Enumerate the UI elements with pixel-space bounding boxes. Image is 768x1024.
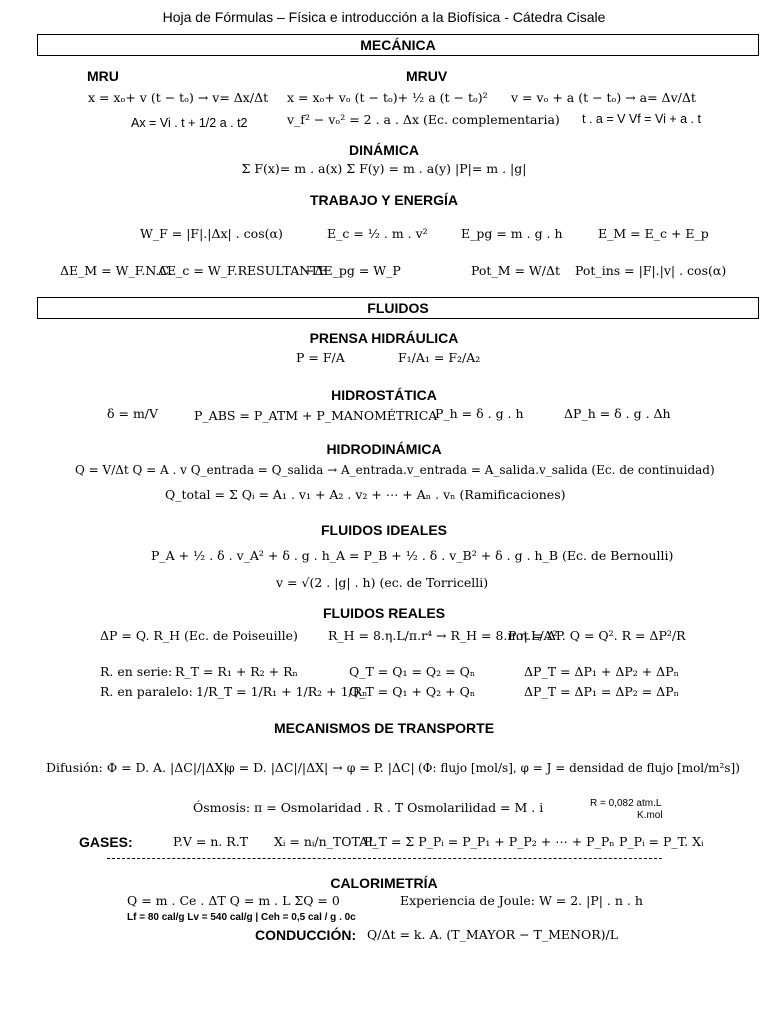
dinamica-title: DINÁMICA <box>349 142 419 158</box>
mruv-velocity-time: t . a = V Vf = Vi + a . t <box>582 112 701 126</box>
hidrodinamica-title: HIDRODINÁMICA <box>326 441 442 457</box>
pressure-formula: P = F/A <box>296 350 345 365</box>
section-mecanica <box>37 34 759 56</box>
section-title: FLUIDOS <box>367 300 429 316</box>
ideales-title: FLUIDOS IDEALES <box>320 522 448 538</box>
partial-pressure-formula: P_Pᵢ = P_T. Xᵢ <box>619 834 704 849</box>
flux-density-formula: φ = D. |ΔC|/|ΔX| → φ = P. |ΔC| <box>226 760 415 775</box>
instant-power-formula: Pot_ins = |F|.|v| . cos(α) <box>575 263 727 278</box>
gas-constant-units: K.mol <box>637 810 663 821</box>
gases-label: GASES: <box>79 834 133 850</box>
page-title: Hoja de Fórmulas – Física e introducción a la Biofísica - Cátedra Cisale <box>162 9 606 25</box>
mean-power-formula: Pot_M = W/Δt <box>471 263 561 278</box>
absolute-pressure-formula: P_ABS = P_ATM + P_MANOMÉTRICA <box>194 408 438 423</box>
section-fluidos <box>37 297 759 319</box>
dinamica-formulas: Σ F(x)= m . a(x) Σ F(y) = m . a(y) |P|= m . |g| <box>241 161 527 176</box>
molar-fraction-formula: Xᵢ = nᵢ/n_TOTAL <box>274 834 377 849</box>
transporte-title: MECANISMOS DE TRANSPORTE <box>273 720 495 736</box>
mechanical-energy-change: ΔE_M = W_F.N.C. <box>60 263 173 278</box>
flux-units-note: (Φ: flujo [mol/s], φ = J = densidad de flujo [mol/m²s]) <box>418 761 740 775</box>
hydrostatic-pressure-difference: ΔP_h = δ . g . Δh <box>564 406 671 421</box>
parallel-label: R. en paralelo: <box>100 684 193 699</box>
calorimetria-title: CALORIMETRÍA <box>330 875 438 891</box>
hidrostatica-title: HIDROSTÁTICA <box>331 387 437 403</box>
section-title: MECÁNICA <box>360 37 436 53</box>
ramifications-formula: Q_total = Σ Qᵢ = A₁ . v₁ + A₂ . v₂ + ⋯ + Aₙ . vₙ (Ramificaciones) <box>165 487 566 502</box>
reales-title: FLUIDOS REALES <box>322 605 446 621</box>
kinetic-energy-formula: E_c = ½ . m . v² <box>327 226 428 241</box>
mruv-label: MRUV <box>406 68 448 84</box>
mruv-formula-velocity: v = vₒ + a (t − tₒ) → a= Δv/Δt <box>511 90 696 105</box>
parallel-flow-formula: Q_T = Q₁ + Q₂ + Qₙ <box>349 684 476 699</box>
mru-formula: x = xₒ+ v (t − tₒ) → v= Δx/Δt <box>88 90 269 105</box>
mechanical-energy-formula: E_M = E_c + E_p <box>598 226 709 241</box>
work-formula: W_F = |F|.|Δx| . cos(α) <box>140 226 283 241</box>
latent-heat-constants: Lf = 80 cal/g Lv = 540 cal/g | Ceh = 0,5 cal / g . 0c <box>127 912 356 923</box>
conduccion-label: CONDUCCIÓN: <box>255 927 357 943</box>
potential-energy-formula: E_pg = m . g . h <box>461 226 563 241</box>
torricelli-formula: v = √(2 . |g| . h) (ec. de Torricelli) <box>276 575 489 590</box>
series-resistance-formula: R_T = R₁ + R₂ + Rₙ <box>175 664 298 679</box>
continuity-formula: Q = V/Δt Q = A . v Q_entrada = Q_salida → A_entrada.v_entrada = A_salida.v_salida (Ec. de continuidad) <box>75 463 715 477</box>
trabajo-energia-title: TRABAJO Y ENERGÍA <box>309 192 459 208</box>
resistance-formula: R_H = 8.η.L/π.r⁴ → R_H = 8.π.η.L/A² <box>328 628 558 643</box>
potential-energy-change: −ΔE_pg = W_P <box>304 263 401 278</box>
dashed-divider <box>107 858 662 859</box>
series-pressure-formula: ΔP_T = ΔP₁ + ΔP₂ + ΔPₙ <box>524 664 680 679</box>
series-label: R. en serie: <box>100 664 173 679</box>
joule-experiment-formula: Experiencia de Joule: W = 2. |P| . n . h <box>400 893 643 908</box>
osmosis-formula: Ósmosis: π = Osmolaridad . R . T Osmolarilidad = M . i <box>193 800 544 815</box>
prensa-ratio-formula: F₁/A₁ = F₂/A₂ <box>398 350 481 365</box>
parallel-resistance-formula: 1/R_T = 1/R₁ + 1/R₂ + 1/Rₙ <box>196 684 368 699</box>
bernoulli-formula: P_A + ½ . δ . v_A² + δ . g . h_A = P_B + ½ . δ . v_B² + δ . g . h_B (Ec. de Bernoulli) <box>151 548 674 563</box>
hydrostatic-pressure-formula: P_h = δ . g . h <box>435 406 524 421</box>
mruv-complementary-formula: v_f² − vₒ² = 2 . a . Δx (Ec. complementaria) <box>287 112 560 127</box>
mruv-formula-position: x = xₒ+ vₒ (t − tₒ)+ ½ a (t − tₒ)² <box>287 90 488 105</box>
density-formula: δ = m/V <box>107 406 159 421</box>
poiseuille-formula: ΔP = Q. R_H (Ec. de Poiseuille) <box>100 628 298 643</box>
kinetic-energy-change: ΔE_c = W_F.RESULTANTE <box>158 263 328 278</box>
heat-formulas: Q = m . Ce . ΔT Q = m . L ΣQ = 0 <box>127 893 340 908</box>
mru-label: MRU <box>87 68 119 84</box>
dalton-formula: P_T = Σ P_Pᵢ = P_P₁ + P_P₂ + ⋯ + P_Pₙ <box>364 834 615 849</box>
diffusion-formula: Difusión: Φ = D. A. |ΔC|/|ΔX| <box>46 760 228 775</box>
prensa-title: PRENSA HIDRÁULICA <box>309 330 459 346</box>
gas-constant-value: R = 0,082 atm.L <box>590 798 662 809</box>
power-formula: Pot = ΔP. Q = Q². R = ΔP²/R <box>508 628 686 643</box>
parallel-pressure-formula: ΔP_T = ΔP₁ = ΔP₂ = ΔPₙ <box>524 684 680 699</box>
mru-displacement-formula: Ax = Vi . t + 1/2 a . t2 <box>131 116 248 130</box>
ideal-gas-formula: P.V = n. R.T <box>173 834 249 849</box>
series-flow-formula: Q_T = Q₁ = Q₂ = Qₙ <box>349 664 476 679</box>
conduction-formula: Q/Δt = k. A. (T_MAYOR − T_MENOR)/L <box>367 927 619 942</box>
